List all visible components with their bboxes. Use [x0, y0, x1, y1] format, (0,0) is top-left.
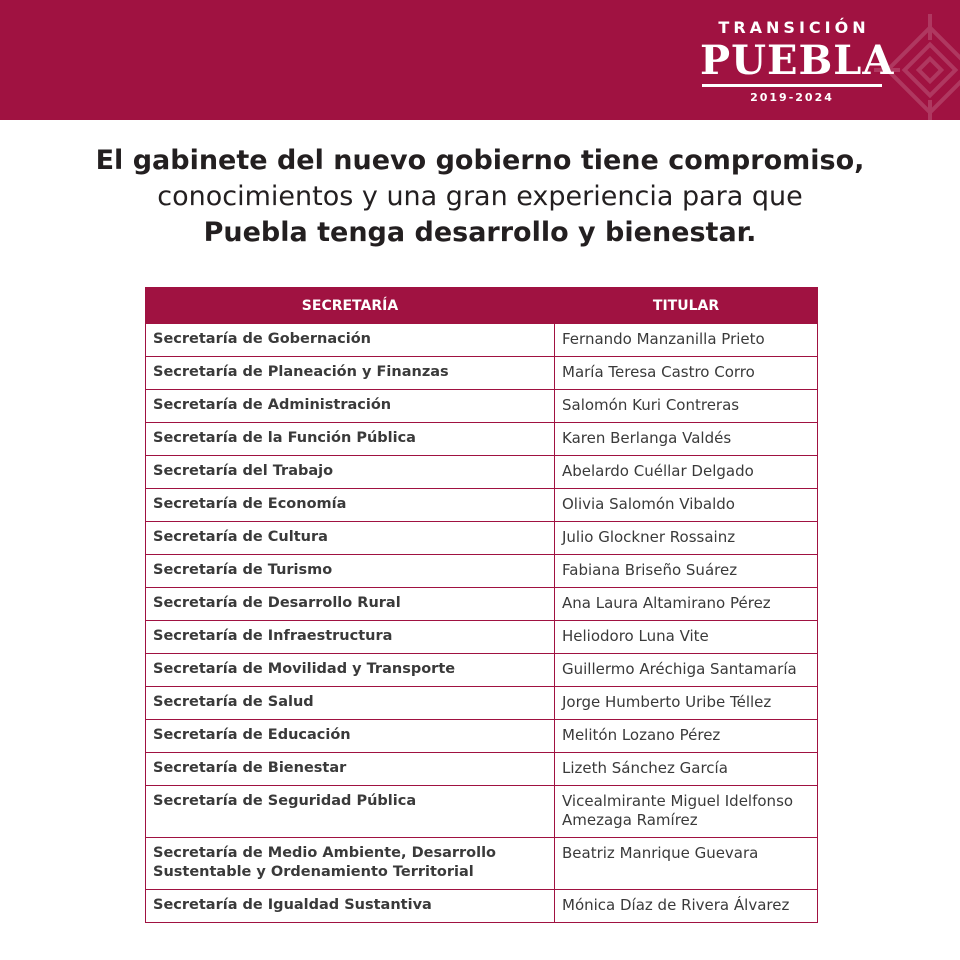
logo-top-text: TRANSICIÓN: [718, 18, 870, 37]
column-header-secretaria: SECRETARÍA: [146, 288, 555, 324]
table-row: [146, 522, 818, 555]
titular-cell: Fernando Manzanilla Prieto: [555, 324, 818, 357]
secretaria-cell: Secretaría de Desarrollo Rural: [146, 588, 555, 621]
titular-cell: Julio Glockner Rossainz: [555, 522, 818, 555]
table-row: [146, 489, 818, 522]
transicion-puebla-logo: [700, 18, 895, 105]
table-row: [146, 838, 818, 890]
table-row: [146, 324, 818, 357]
table-header-row: [146, 288, 818, 324]
titular-cell: Karen Berlanga Valdés: [555, 423, 818, 456]
secretaria-cell: Secretaría de Cultura: [146, 522, 555, 555]
secretaria-cell: Secretaría de Infraestructura: [146, 621, 555, 654]
secretaria-cell: Secretaría de Seguridad Pública: [146, 786, 555, 838]
table-row: [146, 621, 818, 654]
headline-line-1: El gabinete del nuevo gobierno tiene compromiso,: [95, 145, 865, 176]
logo-divider: [702, 84, 882, 87]
secretaria-cell: Secretaría de Educación: [146, 720, 555, 753]
titular-cell: Olivia Salomón Vibaldo: [555, 489, 818, 522]
table-row: [146, 423, 818, 456]
secretaria-cell: Secretaría del Trabajo: [146, 456, 555, 489]
logo-years-text: 2019-2024: [750, 91, 834, 104]
headline: [60, 143, 900, 251]
titular-cell: Beatriz Manrique Guevara: [555, 838, 818, 890]
titular-cell: Heliodoro Luna Vite: [555, 621, 818, 654]
titular-cell: Abelardo Cuéllar Delgado: [555, 456, 818, 489]
titular-cell: Fabiana Briseño Suárez: [555, 555, 818, 588]
titular-cell: Ana Laura Altamirano Pérez: [555, 588, 818, 621]
titular-cell: María Teresa Castro Corro: [555, 357, 818, 390]
table-row: [146, 687, 818, 720]
table-row: [146, 357, 818, 390]
secretaria-cell: Secretaría de Igualdad Sustantiva: [146, 890, 555, 923]
table-row: [146, 555, 818, 588]
table-row: [146, 890, 818, 923]
table-row: [146, 654, 818, 687]
secretaria-cell: Secretaría de Turismo: [146, 555, 555, 588]
table-row: [146, 390, 818, 423]
secretaria-cell: Secretaría de Salud: [146, 687, 555, 720]
table-row: [146, 786, 818, 838]
table-row: [146, 720, 818, 753]
table-row: [146, 588, 818, 621]
secretaria-cell: Secretaría de Bienestar: [146, 753, 555, 786]
column-header-titular: TITULAR: [555, 288, 818, 324]
headline-line-3: Puebla tenga desarrollo y bienestar.: [203, 217, 757, 248]
titular-cell: Guillermo Aréchiga Santamaría: [555, 654, 818, 687]
secretaria-cell: Secretaría de Movilidad y Transporte: [146, 654, 555, 687]
titular-cell: Melitón Lozano Pérez: [555, 720, 818, 753]
logo-main-text: PUEBLA: [700, 37, 895, 84]
headline-line-2: conocimientos y una gran experiencia para que: [157, 181, 803, 212]
titular-cell: Lizeth Sánchez García: [555, 753, 818, 786]
table-row: [146, 753, 818, 786]
secretaria-cell: Secretaría de Planeación y Finanzas: [146, 357, 555, 390]
titular-cell: Mónica Díaz de Rivera Álvarez: [555, 890, 818, 923]
table-row: [146, 456, 818, 489]
cabinet-table-container: [145, 287, 815, 923]
cabinet-table: [145, 287, 818, 923]
secretaria-cell: Secretaría de Economía: [146, 489, 555, 522]
secretaria-cell: Secretaría de Administración: [146, 390, 555, 423]
titular-cell: Salomón Kuri Contreras: [555, 390, 818, 423]
titular-cell: Vicealmirante Miguel Idelfonso Amezaga Ramírez: [555, 786, 818, 838]
secretaria-cell: Secretaría de Medio Ambiente, Desarrollo Sustentable y Ordenamiento Territorial: [146, 838, 555, 890]
secretaria-cell: Secretaría de Gobernación: [146, 324, 555, 357]
secretaria-cell: Secretaría de la Función Pública: [146, 423, 555, 456]
header-band: [0, 0, 960, 120]
titular-cell: Jorge Humberto Uribe Téllez: [555, 687, 818, 720]
